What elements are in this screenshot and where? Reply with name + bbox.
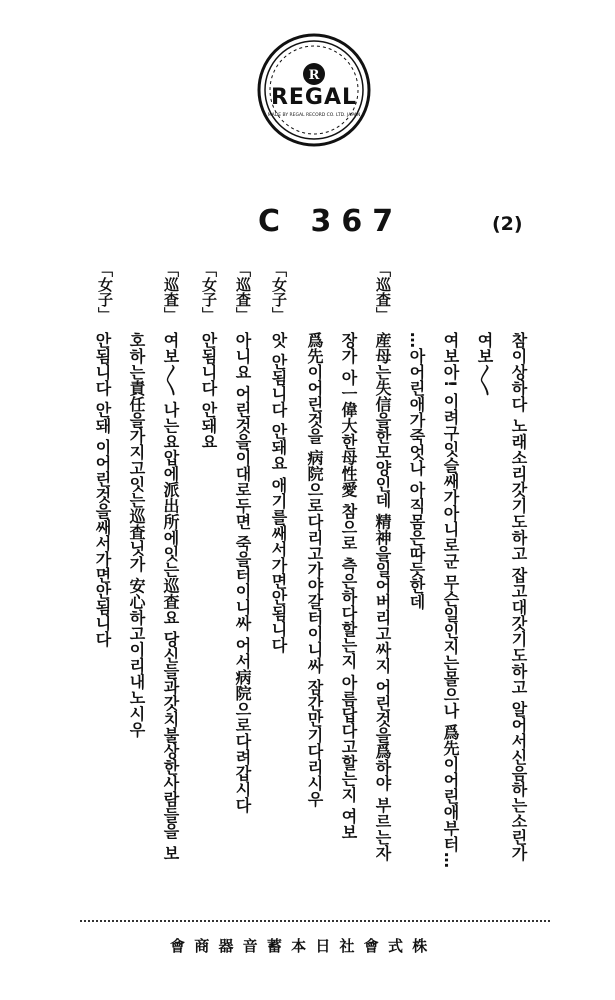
dialogue-line: 안됨니다 안돼 이어린것을쌔서가면안됨니다: [93, 332, 112, 648]
dialogue-line: 안됨니다 안돼요: [199, 332, 218, 450]
dialogue-line: 여보아! 이려구잇슬쌔가아니로군 무슨일인지는몰으나 爲先이어린애부터…: [441, 332, 460, 869]
dialogue-line: 장가 아ㅡ偉大한母性愛 참으로 측은하다할는지 아름답다고할는지 여보: [339, 332, 358, 840]
page-number: (2): [492, 213, 523, 235]
speaker-label: 「女子」: [200, 262, 218, 322]
dialogue-line: 참이상하다 노래소리갓기도하고 잡고대갓기도하고 알어서신음하는소린가: [509, 332, 528, 861]
speaker-label: 「巡査」: [162, 262, 180, 322]
catalog-number: C 367: [258, 204, 404, 239]
dialogue-line: 앗 안됨니다 안돼요 애기를쌔서가면안됨니다: [269, 332, 288, 653]
brand-text: REGAL: [270, 85, 358, 110]
speaker-label: 「女子」: [270, 262, 288, 322]
dialogue-line: 産母는失信을한모양인데 精神을일어버리고싸지 어린것을爲하야 부르는자: [373, 332, 392, 861]
dialogue-line: 호하는責任을가지고잇는巡査닛가 安心하고이리내노시우: [127, 332, 146, 738]
speaker-label: 「巡査」: [374, 262, 392, 322]
dialogue-line: 아니요 어린것을이대로두면 죽을터이니싸 어서病院으로다려갑시다: [233, 332, 252, 813]
brand-subtext: MADE BY REGAL RECORD CO. LTD. JAPAN: [267, 113, 361, 118]
dialogue-line: 여보〳〵 나는요압에派出所에잇는巡査요 당신들과갓치불상한사람들을 보: [161, 332, 180, 861]
svg-text:R: R: [308, 68, 320, 83]
dialogue-line: 여보〳〵: [475, 332, 494, 396]
regal-logo: [256, 32, 372, 148]
publisher-footer: 會 商 器 音 蓄 本 日 社 會 式 株: [170, 937, 430, 955]
speaker-label: 「女子」: [96, 262, 114, 322]
footer-divider: [80, 920, 550, 922]
dialogue-line: 爲先이어린것을 病院으로다리고가야갈터이니싸 잠간만기다리시우: [305, 332, 324, 808]
speaker-label: 「巡査」: [234, 262, 252, 322]
dialogue-line: …아어린애가죽엇나 아직몸은따듯한데: [407, 332, 426, 610]
